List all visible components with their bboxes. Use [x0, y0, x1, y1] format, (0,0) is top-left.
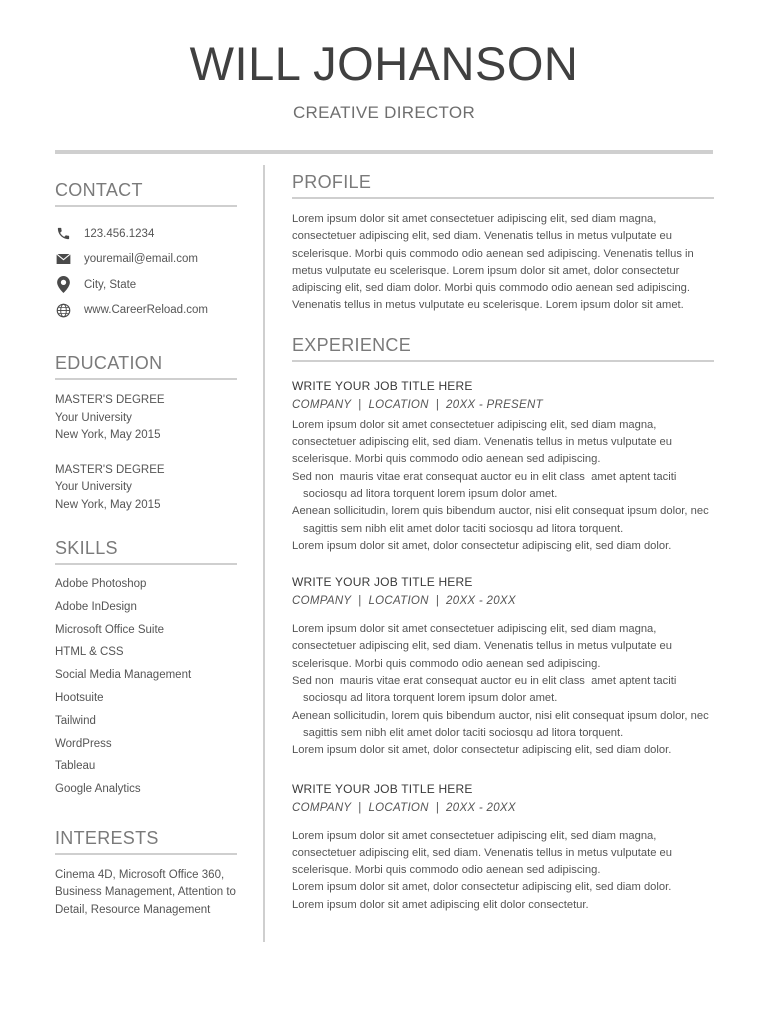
skill-item: WordPress [55, 737, 112, 750]
job-title: WRITE YOUR JOB TITLE HERE [292, 781, 473, 796]
education-entry [55, 462, 237, 515]
profile-section [292, 172, 714, 315]
mail-icon [55, 251, 71, 267]
job-entry [292, 379, 714, 555]
education-detail: New York, May 2015 [55, 429, 161, 441]
skill-item: Adobe InDesign [55, 600, 137, 613]
job-paragraph: Lorem ipsum dolor sit amet, dolor consectetur adipiscing elit, sed diam dolor. [292, 881, 672, 894]
job-bullet-line: Aenean sollicitudin, lorem quis bibendum auctor, nisi elit consequat ipsum dolor, nec [292, 709, 709, 722]
profile-text: Lorem ipsum dolor sit amet consectetuer adipiscing elit, sed diam magna, consectetuer adipiscing elit, sed diam. Venenatis tellus in metus vulputate eu scelerisque. Morbi quis commodo odio aenean sed adipiscing. Venenatis tellus in metus vulputate eu scelerisque. Lorem ipsum dolor sit amet, dolor consectetur adipiscing elit, sed diam dolor. Morbi quis commodo odio aenean sed adipiscing. Venenatis tellus in metus vulputate eu scelerisque. Lorem ipsum dolor sit amet. [292, 213, 694, 312]
job-bullet-line: sociosqu ad litora torquent lorem ipsum dolor amet. [303, 487, 558, 500]
experience-section [292, 335, 714, 914]
education-entry [55, 392, 237, 445]
column-divider [263, 165, 265, 942]
skill-item: HTML & CSS [55, 646, 124, 659]
interests-heading: INTERESTS [55, 828, 237, 855]
job-paragraph: Lorem ipsum dolor sit amet consectetuer adipiscing elit, sed diam magna, consectetuer adipiscing elit, sed diam. Venenatis tellus in metus vulputate eu scelerisque. Morbi quis commodo odio aenean sed adipiscing. [292, 623, 672, 670]
job-bullet-line: Sed non mauris vitae erat consequat auctor eu in elit class amet aptent taciti [292, 470, 677, 483]
contact-email [55, 247, 237, 273]
education-degree: MASTER'S DEGREE [55, 463, 165, 476]
job-title: WRITE YOUR JOB TITLE HERE [292, 378, 473, 393]
job-meta: COMPANY | LOCATION | 20XX - PRESENT [292, 398, 543, 411]
skill-item: Microsoft Office Suite [55, 623, 165, 636]
skill-item: Adobe Photoshop [55, 578, 147, 590]
contact-phone [55, 221, 237, 247]
skills-heading: SKILLS [55, 538, 237, 565]
job-description [292, 417, 714, 555]
job-title: WRITE YOUR JOB TITLE HERE [292, 575, 473, 590]
skill-item: Hootsuite [55, 691, 104, 704]
phone-icon [55, 226, 71, 242]
education-school: Your University [55, 411, 132, 424]
skills-list [55, 577, 237, 805]
skills-section [55, 538, 237, 805]
job-description [292, 621, 714, 759]
job-paragraph: Lorem ipsum dolor sit amet, dolor consectetur adipiscing elit, sed diam dolor. [292, 539, 672, 552]
globe-icon [55, 302, 71, 318]
resume-name: WILL JOHANSON [189, 37, 579, 90]
header-divider [55, 150, 713, 154]
interests-text: Cinema 4D, Microsoft Office 360, Business Management, Attention to Detail, Resource Management [55, 868, 236, 916]
profile-heading: PROFILE [292, 172, 714, 199]
job-entry [292, 782, 714, 914]
contact-heading: CONTACT [55, 180, 237, 207]
contact-website [55, 298, 237, 324]
job-paragraph: Lorem ipsum dolor sit amet consectetuer adipiscing elit, sed diam magna, consectetuer adipiscing elit, sed diam. Venenatis tellus in metus vulputate eu scelerisque. Morbi quis commodo odio aenean sed adipiscing. [292, 829, 672, 877]
contact-location [55, 272, 237, 298]
interests-section [55, 828, 237, 920]
job-meta: COMPANY | LOCATION | 20XX - 20XX [292, 595, 516, 608]
education-section [55, 353, 237, 514]
education-heading: EDUCATION [55, 353, 237, 380]
skill-item: Social Media Management [55, 669, 192, 682]
main-column [292, 172, 714, 914]
job-bullet-line: sagittis sem nibh elit amet dolor taciti sociosqu ad litora torquent. [303, 726, 624, 739]
skill-item: Google Analytics [55, 783, 141, 796]
contact-website-text: www.CareerReload.com [84, 304, 208, 317]
job-paragraph: Lorem ipsum dolor sit amet adipiscing elit dolor consectetur. [292, 898, 589, 911]
education-detail: New York, May 2015 [55, 498, 161, 511]
location-pin-icon [55, 277, 71, 293]
job-bullet-line: sociosqu ad litora torquent lorem ipsum dolor amet. [303, 692, 558, 705]
job-bullet-line: sagittis sem nibh elit amet dolor taciti sociosqu ad litora torquent. [303, 522, 624, 535]
education-degree: MASTER'S DEGREE [55, 394, 165, 406]
contact-email-text: youremail@email.com [84, 253, 198, 266]
contact-section [55, 180, 237, 323]
education-school: Your University [55, 481, 132, 493]
job-paragraph: Lorem ipsum dolor sit amet consectetuer adipiscing elit, sed diam magna, consectetuer adipiscing elit, sed diam. Venenatis tellus in metus vulputate eu scelerisque. Morbi quis commodo odio aenean sed adipiscing. [292, 418, 672, 466]
contact-location-text: City, State [84, 278, 137, 291]
job-bullet-line: Aenean sollicitudin, lorem quis bibendum auctor, nisi elit consequat ipsum dolor, nec [292, 505, 709, 518]
experience-heading: EXPERIENCE [292, 335, 714, 362]
contact-phone-text: 123.456.1234 [84, 227, 155, 240]
job-entry [292, 575, 714, 759]
skill-item: Tableau [55, 760, 96, 773]
job-meta: COMPANY | LOCATION | 20XX - 20XX [292, 801, 516, 814]
job-paragraph: Lorem ipsum dolor sit amet, dolor consectetur adipiscing elit, sed diam dolor. [292, 744, 672, 757]
resume-role: CREATIVE DIRECTOR [292, 103, 476, 122]
job-bullet-line: Sed non mauris vitae erat consequat auctor eu in elit class amet aptent taciti [292, 675, 677, 688]
job-description [292, 828, 714, 914]
skill-item: Tailwind [55, 714, 96, 727]
contact-list [55, 221, 237, 323]
sidebar [55, 180, 237, 919]
